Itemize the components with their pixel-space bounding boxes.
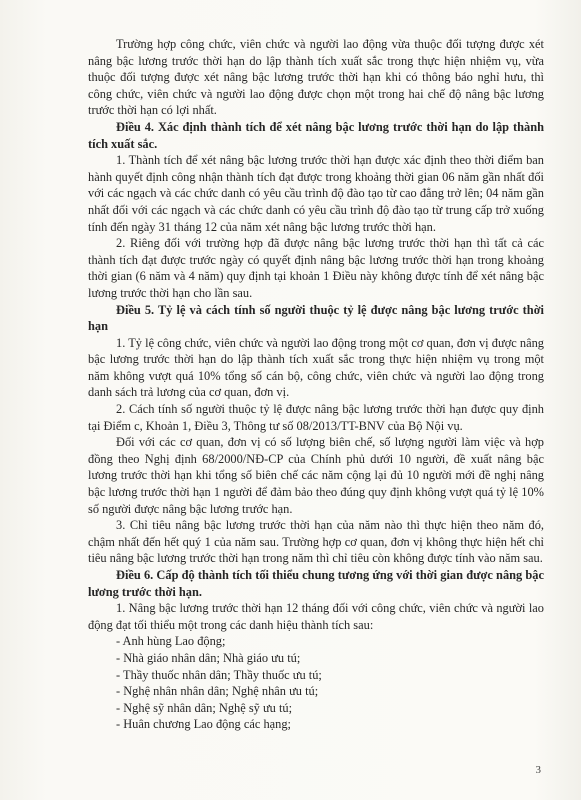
list-item: - Thầy thuốc nhân dân; Thầy thuốc ưu tú; — [116, 667, 322, 682]
article-5-small-units: Đối với các cơ quan, đơn vị có số lượng biên chế, số lượng người làm việc và hợp đồng theo Nghị định 68/2000/NĐ-CP của Chính phủ dưới 10 người, đề xuất nâng bậc lương trước thời hạn khi tổng số biên chế các năm cộng lại đủ 10 người mới đề nghị nâng bậc lương trước thời hạn 1 người để đảm bảo theo đúng quy định không vượt quá tỷ lệ 10% số người được nâng bậc lương trước hạn. — [88, 435, 544, 516]
article-5-clause-3: 3. Chỉ tiêu nâng bậc lương trước thời hạn của năm nào thì thực hiện theo năm đó, chậm nhất đến hết quý 1 của năm sau. Trường hợp cơ quan, đơn vị không thực hiện hết chỉ tiêu nâng bậc lương trước thời hạn trong năm thì chỉ tiêu còn không được tính vào năm sau. — [88, 518, 544, 566]
page-number: 3 — [535, 764, 541, 776]
article-4-heading: Điều 4. Xác định thành tích để xét nâng bậc lương trước thời hạn do lập thành tích xuất sắc. — [88, 119, 544, 151]
list-item: - Nghệ sỹ nhân dân; Nghệ sỹ ưu tú; — [116, 700, 293, 715]
article-6-clause-1: 1. Nâng bậc lương trước thời hạn 12 tháng đối với công chức, viên chức và người lao động đạt tối thiểu một trong các danh hiệu thành tích sau: — [88, 601, 544, 632]
article-6-heading: Điều 6. Cấp độ thành tích tối thiểu chung tương ứng với thời gian được nâng bậc lương trước thời hạn. — [88, 568, 544, 599]
list-item: - Anh hùng Lao động; — [116, 634, 226, 649]
list-item: - Huân chương Lao động các hạng; — [116, 717, 291, 732]
article-4-clause-2: 2. Riêng đối với trường hợp đã được nâng bậc lương trước thời hạn thì tất cả các thành tích đạt được trước ngày có quyết định nâng bậc lương trước thời hạn trong khoảng thời gian (6 năm và 4 năm) quy định tại khoản 1 Điều này không được tính để xét nâng bậc lương trước thời hạn cho lần sau. — [88, 236, 544, 300]
article-4-clause-1: 1. Thành tích để xét nâng bậc lương trước thời hạn được xác định theo thời điểm ban hành quyết định công nhận thành tích đạt được trong khoảng thời gian 06 năm gần nhất đối với các ngạch và các chức danh có yêu cầu trình độ đào tạo từ cao đẳng trở lên; 04 năm gần nhất đối với các ngạch và các chức danh có yêu cầu trình độ đào tạo từ trung cấp trở xuống tính đến ngày 31 tháng 12 của năm xét nâng bậc lương trước thời hạn. — [88, 153, 544, 234]
paragraph-retirement-choice: Trường hợp công chức, viên chức và người lao động vừa thuộc đối tượng được xét nâng bậc lương trước thời hạn do lập thành tích xuất sắc trong thực hiện nhiệm vụ, vừa thuộc đối tượng được xét nâng bậc lương trước thời hạn khi có thông báo nghỉ hưu, thì công chức, viên chức và người lao động được chọn một trong hai chế độ nâng bậc lương trước thời hạn có lợi nhất. — [88, 37, 544, 118]
article-5-heading: Điều 5. Tỷ lệ và cách tính số người thuộc tỷ lệ được nâng bậc lương trước thời hạn — [88, 302, 544, 334]
list-item: - Nghệ nhân nhân dân; Nghệ nhân ưu tú; — [116, 684, 319, 699]
article-5-clause-1: 1. Tỷ lệ công chức, viên chức và người lao động trong một cơ quan, đơn vị được nâng bậc lương trước thời hạn do lập thành tích xuất sắc trong thực hiện nhiệm vụ trong một năm không vượt quá 10% tổng số cán bộ, công chức, viên chức và người lao động trong danh sách trả lương của cơ quan, đơn vị. — [88, 335, 544, 400]
article-5-clause-2: 2. Cách tính số người thuộc tỷ lệ được nâng bậc lương trước thời hạn được quy định tại Điểm c, Khoản 1, Điều 3, Thông tư số 08/2013/TT-BNV của Bộ Nội vụ. — [88, 402, 544, 433]
list-item: - Nhà giáo nhân dân; Nhà giáo ưu tú; — [116, 650, 301, 665]
document-body — [88, 36, 544, 733]
